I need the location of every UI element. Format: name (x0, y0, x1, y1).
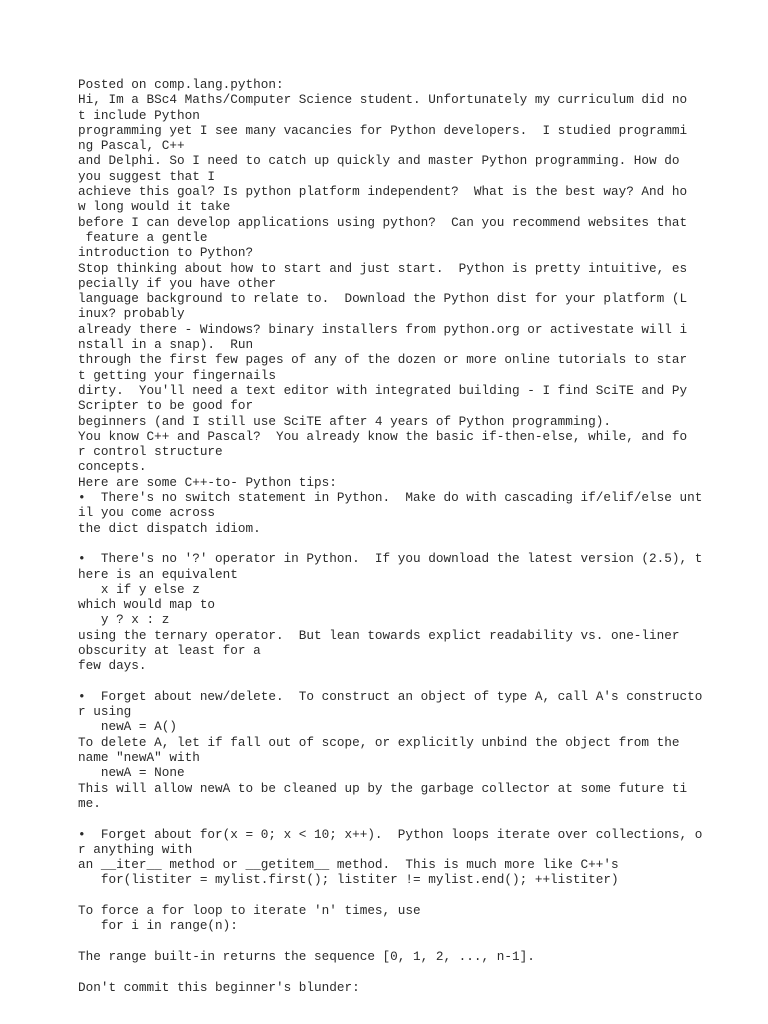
text-line: Hi, Im a BSc4 Maths/Computer Science student. Unfortunately my curriculum did no (78, 92, 688, 108)
text-line: Here are some C++-to- Python tips: (78, 474, 337, 490)
code-line: for i in range(n): (78, 918, 238, 934)
text-line: To delete A, let if fall out of scope, or explicitly unbind the object from the (78, 734, 680, 750)
text-line: name "newA" with (78, 750, 200, 766)
text-line: through the first few pages of any of the dozen or more online tutorials to star (78, 352, 688, 368)
code-line: newA = A() (78, 719, 177, 735)
text-line: beginners (and I still use SciTE after 4 years of Python programming). (78, 413, 611, 429)
text-line: using the ternary operator. But lean towards explict readability vs. one-liner (78, 627, 680, 643)
text-line: pecially if you have other (78, 275, 276, 291)
text-line: concepts. (78, 459, 147, 475)
text-line: il you come across (78, 505, 216, 521)
text-line: programming yet I see many vacancies for Python developers. I studied programmi (78, 122, 688, 138)
text-line: This will allow newA to be cleaned up by the garbage collector at some future ti (78, 780, 688, 796)
text-line: Posted on comp.lang.python: (78, 77, 284, 92)
text-line: r control structure (78, 444, 223, 460)
text-line: r using (78, 704, 132, 720)
text-line: and Delphi. So I need to catch up quickly and master Python programming. How do (78, 153, 680, 169)
text-line: which would map to (78, 597, 216, 613)
blank-line (78, 811, 718, 826)
code-line: for(listiter = mylist.first(); listiter != mylist.end(); ++listiter) (78, 872, 619, 888)
text-line: feature a gentle (78, 229, 208, 245)
blank-line (78, 964, 718, 979)
text-line: already there - Windows? binary installers from python.org or activestate will i (78, 321, 688, 337)
text-line: nstall in a snap). Run (78, 337, 254, 353)
text-line: here is an equivalent (78, 566, 238, 582)
text-line: ng Pascal, C++ (78, 138, 185, 154)
text-line: • There's no switch statement in Python. Make do with cascading if/elif/else unt (78, 490, 703, 506)
document-body (78, 77, 718, 995)
text-line: before I can develop applications using python? Can you recommend websites that (78, 214, 688, 230)
text-line: • Forget about new/delete. To construct an object of type A, call A's constructo (78, 688, 703, 704)
text-line: dirty. You'll need a text editor with integrated building - I find SciTE and Py (78, 382, 688, 398)
text-line: inux? probably (78, 306, 185, 322)
blank-line (78, 674, 718, 689)
text-line: w long would it take (78, 199, 231, 215)
text-line: achieve this goal? Is python platform independent? What is the best way? And ho (78, 184, 688, 200)
text-line: me. (78, 795, 101, 811)
code-line: y ? x : z (78, 612, 170, 628)
text-line: r anything with (78, 841, 193, 857)
code-line: newA = None (78, 765, 185, 781)
text-line: obscurity at least for a (78, 642, 261, 658)
text-line: The range built-in returns the sequence [0, 1, 2, ..., n-1]. (78, 948, 535, 964)
text-line: the dict dispatch idiom. (78, 520, 261, 536)
text-line: Scripter to be good for (78, 398, 254, 414)
text-line: you suggest that I (78, 168, 216, 184)
code-line: x if y else z (78, 581, 200, 597)
text-line: introduction to Python? (78, 245, 254, 261)
text-line: t getting your fingernails (78, 367, 276, 383)
text-line: • There's no '?' operator in Python. If you download the latest version (2.5), t (78, 551, 703, 567)
text-line: To force a for loop to iterate 'n' times, use (78, 903, 421, 919)
text-line: You know C++ and Pascal? You already know the basic if-then-else, while, and fo (78, 428, 688, 444)
text-line: Stop thinking about how to start and just start. Python is pretty intuitive, es (78, 260, 688, 276)
text-line: • Forget about for(x = 0; x < 10; x++). Python loops iterate over collections, o (78, 826, 703, 842)
text-line: t include Python (78, 107, 200, 123)
text-line: language background to relate to. Download the Python dist for your platform (L (78, 291, 688, 307)
text-line: few days. (78, 658, 147, 674)
text-line: Don't commit this beginner's blunder: (78, 979, 360, 995)
blank-line (78, 934, 718, 949)
text-line: an __iter__ method or __getitem__ method. This is much more like C++'s (78, 857, 619, 873)
blank-line (78, 888, 718, 903)
blank-line (78, 536, 718, 551)
